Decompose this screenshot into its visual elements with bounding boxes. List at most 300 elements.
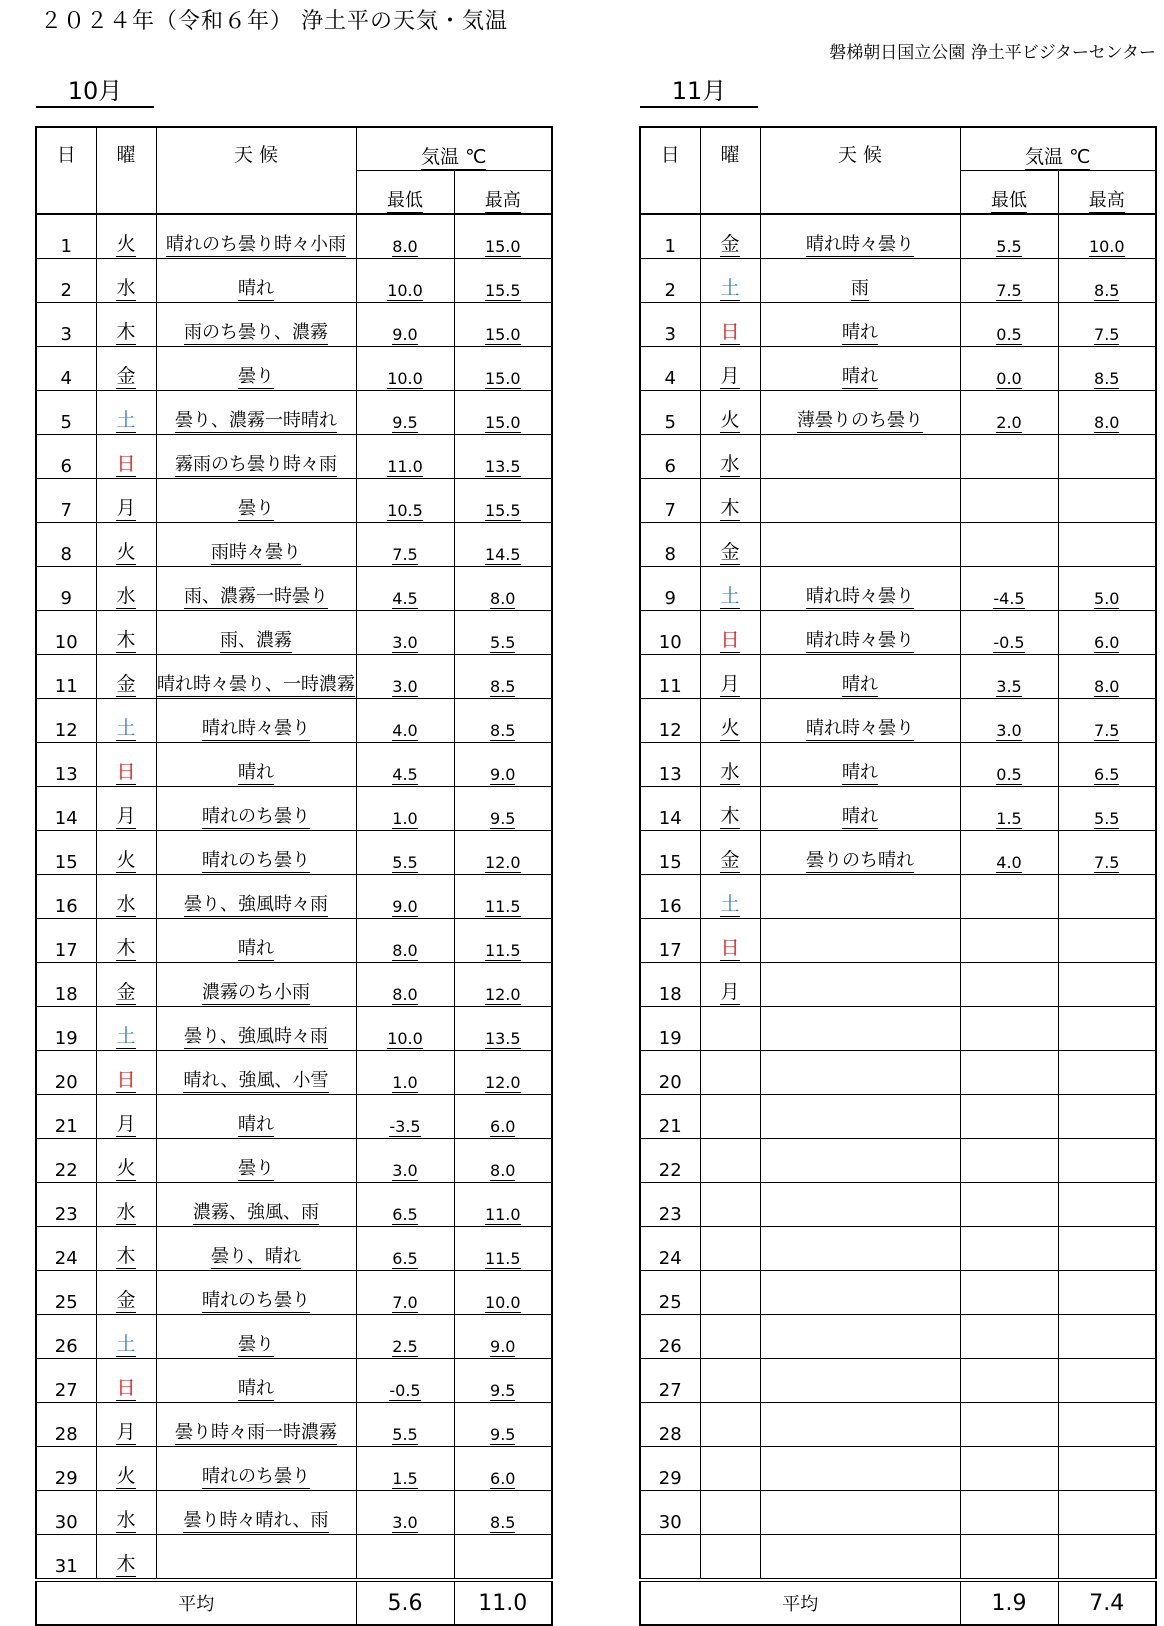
day-cell: 23	[36, 1183, 96, 1227]
weekday-cell	[700, 963, 760, 1007]
high-temp-cell	[454, 1315, 552, 1359]
low-temp-cell	[960, 435, 1058, 479]
weather-cell-text: 晴れ	[842, 806, 878, 828]
low-temp-cell	[356, 1315, 454, 1359]
table-row	[36, 1447, 552, 1491]
table-row	[640, 259, 1156, 303]
weather-cell-text: 晴れ	[238, 278, 274, 300]
weekday-cell-text: 土	[116, 717, 136, 740]
high-temp-cell-text: 8.5	[490, 676, 516, 696]
weather-cell-text: 雨時々曇り	[211, 542, 301, 564]
high-temp-cell	[1058, 831, 1156, 875]
weather-table-october	[35, 126, 553, 1626]
table-row	[640, 214, 1156, 259]
weather-cell-text: 曇り	[238, 366, 274, 388]
weather-cell-text: 晴れのち曇り時々小雨	[166, 234, 346, 256]
weather-cell	[156, 214, 356, 259]
weekday-cell	[700, 611, 760, 655]
weekday-cell	[700, 259, 760, 303]
low-temp-cell	[356, 303, 454, 347]
day-cell: 1	[640, 214, 700, 259]
weekday-cell	[96, 435, 156, 479]
low-temp-cell	[356, 787, 454, 831]
weekday-cell-text: 土	[720, 893, 740, 916]
weather-cell-text: 晴れ	[842, 762, 878, 784]
weekday-cell	[96, 655, 156, 699]
weather-cell	[760, 1491, 960, 1535]
day-cell: 22	[36, 1139, 96, 1183]
low-temp-cell	[356, 1271, 454, 1315]
high-temp-cell	[454, 1271, 552, 1315]
low-temp-cell	[356, 347, 454, 391]
high-temp-cell	[454, 919, 552, 963]
day-cell: 30	[640, 1491, 700, 1535]
high-temp-cell	[454, 259, 552, 303]
weekday-cell	[96, 523, 156, 567]
weekday-cell-text: 火	[116, 233, 136, 256]
table-row	[36, 919, 552, 963]
high-temp-cell	[454, 1359, 552, 1403]
day-cell: 17	[36, 919, 96, 963]
weekday-cell	[96, 875, 156, 919]
high-temp-cell	[1058, 1447, 1156, 1491]
weather-cell-text: 晴れのち曇り	[202, 806, 310, 828]
high-temp-cell	[454, 1007, 552, 1051]
weather-cell-text: 晴れ時々曇り	[806, 630, 914, 652]
high-temp-cell-text: 15.0	[484, 412, 521, 432]
header-high-label: 最高	[484, 190, 521, 212]
weather-cell	[760, 743, 960, 787]
table-row	[640, 1447, 1156, 1491]
weather-cell	[760, 1007, 960, 1051]
low-temp-cell	[960, 1535, 1058, 1581]
weather-cell	[156, 1183, 356, 1227]
high-temp-cell	[1058, 1359, 1156, 1403]
low-temp-cell-text: 9.0	[392, 324, 418, 344]
header-high	[454, 171, 552, 215]
day-cell: 27	[36, 1359, 96, 1403]
low-temp-cell	[960, 699, 1058, 743]
low-temp-cell	[960, 1095, 1058, 1139]
weather-cell-text: 晴れのち曇り	[202, 1290, 310, 1312]
weekday-cell-text: 日	[116, 453, 136, 476]
weekday-cell-text: 月	[116, 1421, 136, 1444]
table-row	[36, 347, 552, 391]
weather-cell-text: 晴れ	[238, 938, 274, 960]
header-high-label: 最高	[1088, 190, 1125, 212]
weekday-cell	[700, 1447, 760, 1491]
high-temp-cell-text: 6.5	[1094, 764, 1120, 784]
average-label: 平均	[36, 1580, 356, 1625]
low-temp-cell-text: 9.0	[392, 896, 418, 916]
day-cell: 10	[640, 611, 700, 655]
weekday-cell-text: 金	[116, 1289, 136, 1312]
weekday-cell	[700, 699, 760, 743]
weekday-cell-text: 木	[116, 321, 136, 344]
header-temperature-label: 気温 ℃	[421, 146, 487, 169]
high-temp-cell	[454, 479, 552, 523]
weekday-cell	[700, 1535, 760, 1581]
day-cell: 21	[640, 1095, 700, 1139]
weekday-cell	[700, 1227, 760, 1271]
day-cell: 16	[36, 875, 96, 919]
day-cell: 6	[36, 435, 96, 479]
weekday-cell-text: 火	[116, 1465, 136, 1488]
day-cell: 12	[640, 699, 700, 743]
weekday-cell	[700, 214, 760, 259]
high-temp-cell	[454, 214, 552, 259]
weekday-cell	[700, 303, 760, 347]
weekday-cell-text: 日	[720, 321, 740, 344]
header-temperature	[356, 127, 552, 171]
table-row	[36, 743, 552, 787]
day-cell: 13	[640, 743, 700, 787]
low-temp-cell-text: -3.5	[389, 1116, 421, 1136]
weather-cell-text: 濃霧、強風、雨	[193, 1202, 319, 1224]
weather-cell	[156, 1447, 356, 1491]
high-temp-cell-text: 8.0	[1094, 676, 1120, 696]
weather-cell	[760, 787, 960, 831]
high-temp-cell-text: 8.0	[1094, 412, 1120, 432]
weekday-cell	[96, 1051, 156, 1095]
low-temp-cell	[356, 523, 454, 567]
weather-cell	[156, 875, 356, 919]
weather-cell	[156, 831, 356, 875]
day-cell: 20	[36, 1051, 96, 1095]
weekday-cell	[700, 1051, 760, 1095]
weekday-cell-text: 日	[116, 1377, 136, 1400]
day-cell: 2	[640, 259, 700, 303]
low-temp-cell	[960, 1139, 1058, 1183]
low-temp-cell-text: 1.0	[392, 808, 418, 828]
weather-cell	[760, 1359, 960, 1403]
high-temp-cell	[454, 435, 552, 479]
weather-cell-text: 曇り時々雨一時濃霧	[175, 1422, 337, 1444]
low-temp-cell	[356, 1183, 454, 1227]
low-temp-cell	[356, 655, 454, 699]
weather-cell	[760, 831, 960, 875]
low-temp-cell-text: 9.5	[392, 412, 418, 432]
weekday-cell	[96, 611, 156, 655]
table-row	[36, 1227, 552, 1271]
month-label-november: 11月	[640, 76, 758, 108]
weather-cell-text: 曇り、強風時々雨	[184, 894, 328, 916]
table-row	[640, 699, 1156, 743]
weather-cell	[760, 391, 960, 435]
high-temp-cell	[1058, 303, 1156, 347]
day-cell: 28	[36, 1403, 96, 1447]
weather-cell	[760, 1403, 960, 1447]
weather-cell-text: 晴れ時々曇り	[806, 234, 914, 256]
low-temp-cell	[960, 1051, 1058, 1095]
weather-table-november	[639, 126, 1157, 1626]
day-cell: 27	[640, 1359, 700, 1403]
weather-cell	[760, 479, 960, 523]
table-row	[640, 523, 1156, 567]
high-temp-cell-text: 13.5	[484, 456, 521, 476]
high-temp-cell-text: 9.0	[490, 1336, 516, 1356]
weekday-cell	[700, 787, 760, 831]
weather-cell	[156, 259, 356, 303]
low-temp-cell-text: 3.0	[392, 632, 418, 652]
table-row	[640, 1139, 1156, 1183]
weekday-cell	[700, 347, 760, 391]
weekday-cell-text: 土	[720, 277, 740, 300]
high-temp-cell	[454, 1139, 552, 1183]
high-temp-cell	[454, 611, 552, 655]
day-cell: 26	[640, 1315, 700, 1359]
weekday-cell-text: 木	[116, 1245, 136, 1268]
weather-cell	[760, 303, 960, 347]
table-row	[640, 743, 1156, 787]
weather-cell	[760, 611, 960, 655]
header-temperature-label: 気温 ℃	[1025, 146, 1091, 169]
weekday-cell	[700, 1403, 760, 1447]
weather-cell	[156, 963, 356, 1007]
day-cell: 14	[36, 787, 96, 831]
high-temp-cell	[454, 699, 552, 743]
weekday-cell	[96, 479, 156, 523]
month-label-october: 10月	[36, 76, 154, 108]
weather-cell	[156, 1095, 356, 1139]
low-temp-cell	[960, 831, 1058, 875]
day-cell: 19	[36, 1007, 96, 1051]
low-temp-cell	[356, 214, 454, 259]
day-cell: 2	[36, 259, 96, 303]
day-cell: 13	[36, 743, 96, 787]
weekday-cell	[700, 743, 760, 787]
weather-cell-text: 晴れ時々曇り	[806, 586, 914, 608]
weather-cell	[760, 699, 960, 743]
low-temp-cell	[356, 259, 454, 303]
low-temp-cell	[356, 1007, 454, 1051]
day-cell: 18	[640, 963, 700, 1007]
weekday-cell-text: 水	[720, 761, 740, 784]
low-temp-cell-text: 2.0	[996, 412, 1022, 432]
high-temp-cell	[1058, 391, 1156, 435]
high-temp-cell-text: 9.5	[490, 808, 516, 828]
weather-cell-text: 曇り	[238, 1158, 274, 1180]
low-temp-cell-text: 7.5	[996, 280, 1022, 300]
weekday-cell-text: 木	[720, 805, 740, 828]
weekday-cell	[700, 1359, 760, 1403]
weekday-cell-text: 水	[116, 277, 136, 300]
high-temp-cell	[1058, 435, 1156, 479]
weekday-cell	[700, 391, 760, 435]
table-row	[640, 1359, 1156, 1403]
low-temp-cell-text: 10.0	[387, 1028, 423, 1048]
weather-cell	[156, 303, 356, 347]
low-temp-cell	[960, 567, 1058, 611]
average-high: 7.4	[1058, 1580, 1156, 1625]
average-label: 平均	[640, 1580, 960, 1625]
low-temp-cell-text: 4.0	[392, 720, 418, 740]
high-temp-cell	[1058, 1403, 1156, 1447]
low-temp-cell-text: 4.0	[996, 852, 1022, 872]
organization-name: 磐梯朝日国立公園 浄土平ビジターセンター	[829, 43, 1156, 63]
day-cell: 24	[640, 1227, 700, 1271]
table-row	[36, 1359, 552, 1403]
table-row	[640, 1491, 1156, 1535]
table-row	[640, 655, 1156, 699]
low-temp-cell-text: 3.0	[392, 1160, 418, 1180]
weather-cell-text: 雨、濃霧一時曇り	[184, 586, 328, 608]
high-temp-cell-text: 15.5	[484, 500, 521, 520]
weekday-cell-text: 土	[116, 1333, 136, 1356]
low-temp-cell	[960, 787, 1058, 831]
low-temp-cell	[356, 1403, 454, 1447]
weather-cell-text: 曇り時々晴れ、雨	[183, 1510, 329, 1532]
high-temp-cell	[1058, 1139, 1156, 1183]
low-temp-cell	[960, 214, 1058, 259]
low-temp-cell	[356, 479, 454, 523]
weather-cell	[760, 435, 960, 479]
high-temp-cell	[1058, 347, 1156, 391]
weekday-cell	[700, 567, 760, 611]
low-temp-cell	[960, 875, 1058, 919]
header-low	[960, 171, 1058, 215]
high-temp-cell	[1058, 1095, 1156, 1139]
table-row	[640, 919, 1156, 963]
day-cell: 11	[36, 655, 96, 699]
high-temp-cell	[454, 347, 552, 391]
weather-cell	[760, 1535, 960, 1581]
weather-cell	[760, 919, 960, 963]
weekday-cell	[96, 1007, 156, 1051]
table-row	[640, 787, 1156, 831]
table-row	[640, 963, 1156, 1007]
low-temp-cell	[960, 655, 1058, 699]
high-temp-cell-text: 7.5	[1094, 852, 1120, 872]
low-temp-cell	[960, 611, 1058, 655]
high-temp-cell	[454, 1447, 552, 1491]
weather-cell	[760, 1183, 960, 1227]
table-row	[36, 699, 552, 743]
header-dow: 曜	[700, 127, 760, 214]
weekday-cell-text: 水	[720, 453, 740, 476]
weather-cell	[156, 699, 356, 743]
day-cell: 24	[36, 1227, 96, 1271]
low-temp-cell	[960, 523, 1058, 567]
low-temp-cell	[356, 831, 454, 875]
low-temp-cell	[356, 1447, 454, 1491]
day-cell: 19	[640, 1007, 700, 1051]
day-cell: 8	[36, 523, 96, 567]
weekday-cell-text: 火	[116, 541, 136, 564]
low-temp-cell	[960, 1491, 1058, 1535]
weekday-cell	[700, 435, 760, 479]
weather-cell-text: 雨のち曇り、濃霧	[184, 322, 328, 344]
day-cell: 18	[36, 963, 96, 1007]
high-temp-cell-text: 10.0	[1088, 236, 1125, 256]
weekday-cell	[96, 259, 156, 303]
day-cell: 6	[640, 435, 700, 479]
table-row	[36, 214, 552, 259]
weekday-cell	[96, 699, 156, 743]
low-temp-cell-text: 0.5	[996, 764, 1022, 784]
header-dow: 曜	[96, 127, 156, 214]
table-row	[36, 523, 552, 567]
low-temp-cell-text: 3.5	[996, 676, 1022, 696]
weekday-cell	[96, 1359, 156, 1403]
table-row	[36, 1095, 552, 1139]
high-temp-cell-text: 15.5	[484, 280, 521, 300]
high-temp-cell-text: 11.5	[484, 896, 521, 916]
table-row	[640, 391, 1156, 435]
high-temp-cell-text: 9.5	[490, 1380, 516, 1400]
low-temp-cell-text: 7.5	[392, 544, 418, 564]
weather-cell-text: 曇りのち晴れ	[806, 850, 914, 872]
high-temp-cell	[1058, 743, 1156, 787]
table-row	[36, 963, 552, 1007]
weekday-cell	[96, 567, 156, 611]
low-temp-cell-text: 3.0	[392, 1512, 418, 1532]
weekday-cell-text: 金	[116, 673, 136, 696]
weekday-cell-text: 月	[116, 497, 136, 520]
table-row	[640, 1535, 1156, 1581]
table-row	[36, 1491, 552, 1535]
weather-cell	[156, 611, 356, 655]
weekday-cell	[700, 479, 760, 523]
high-temp-cell-text: 5.5	[490, 632, 516, 652]
weekday-cell-text: 水	[116, 893, 136, 916]
weekday-cell	[96, 919, 156, 963]
high-temp-cell-text: 12.0	[484, 984, 521, 1004]
table-row	[640, 1227, 1156, 1271]
average-high: 11.0	[454, 1580, 552, 1625]
header-low	[356, 171, 454, 215]
high-temp-cell	[454, 523, 552, 567]
weather-table-body-october	[36, 214, 552, 1580]
weekday-cell-text: 金	[116, 365, 136, 388]
high-temp-cell	[1058, 1007, 1156, 1051]
weather-cell-text: 晴れ時々曇り	[806, 718, 914, 740]
low-temp-cell	[356, 963, 454, 1007]
day-cell: 16	[640, 875, 700, 919]
low-temp-cell-text: 5.5	[392, 1424, 418, 1444]
weekday-cell-text: 金	[116, 981, 136, 1004]
weather-cell-text: 曇り	[238, 1334, 274, 1356]
table-row	[36, 1139, 552, 1183]
low-temp-cell	[960, 1007, 1058, 1051]
weather-cell-text: 晴れのち曇り	[202, 1466, 310, 1488]
high-temp-cell	[454, 1535, 552, 1581]
table-row	[640, 479, 1156, 523]
weather-cell	[156, 1271, 356, 1315]
high-temp-cell-text: 12.0	[484, 1072, 521, 1092]
weather-cell-text: 曇り、濃霧一時晴れ	[175, 410, 337, 432]
table-row	[36, 1403, 552, 1447]
high-temp-cell	[1058, 1227, 1156, 1271]
high-temp-cell	[454, 1491, 552, 1535]
weather-cell-text: 晴れ時々曇り、一時濃霧	[157, 674, 355, 696]
weather-cell-text: 晴れ時々曇り	[202, 718, 310, 740]
table-row	[36, 303, 552, 347]
weekday-cell	[700, 1139, 760, 1183]
low-temp-cell-text: 8.0	[392, 984, 418, 1004]
weekday-cell-text: 日	[720, 937, 740, 960]
high-temp-cell-text: 10.0	[484, 1292, 521, 1312]
low-temp-cell-text: 2.5	[392, 1336, 418, 1356]
high-temp-cell-text: 12.0	[484, 852, 521, 872]
low-temp-cell-text: 3.0	[996, 720, 1022, 740]
weather-cell	[156, 655, 356, 699]
low-temp-cell-text: 7.0	[392, 1292, 418, 1312]
low-temp-cell	[356, 875, 454, 919]
weather-cell	[156, 787, 356, 831]
high-temp-cell	[454, 655, 552, 699]
table-row	[36, 479, 552, 523]
